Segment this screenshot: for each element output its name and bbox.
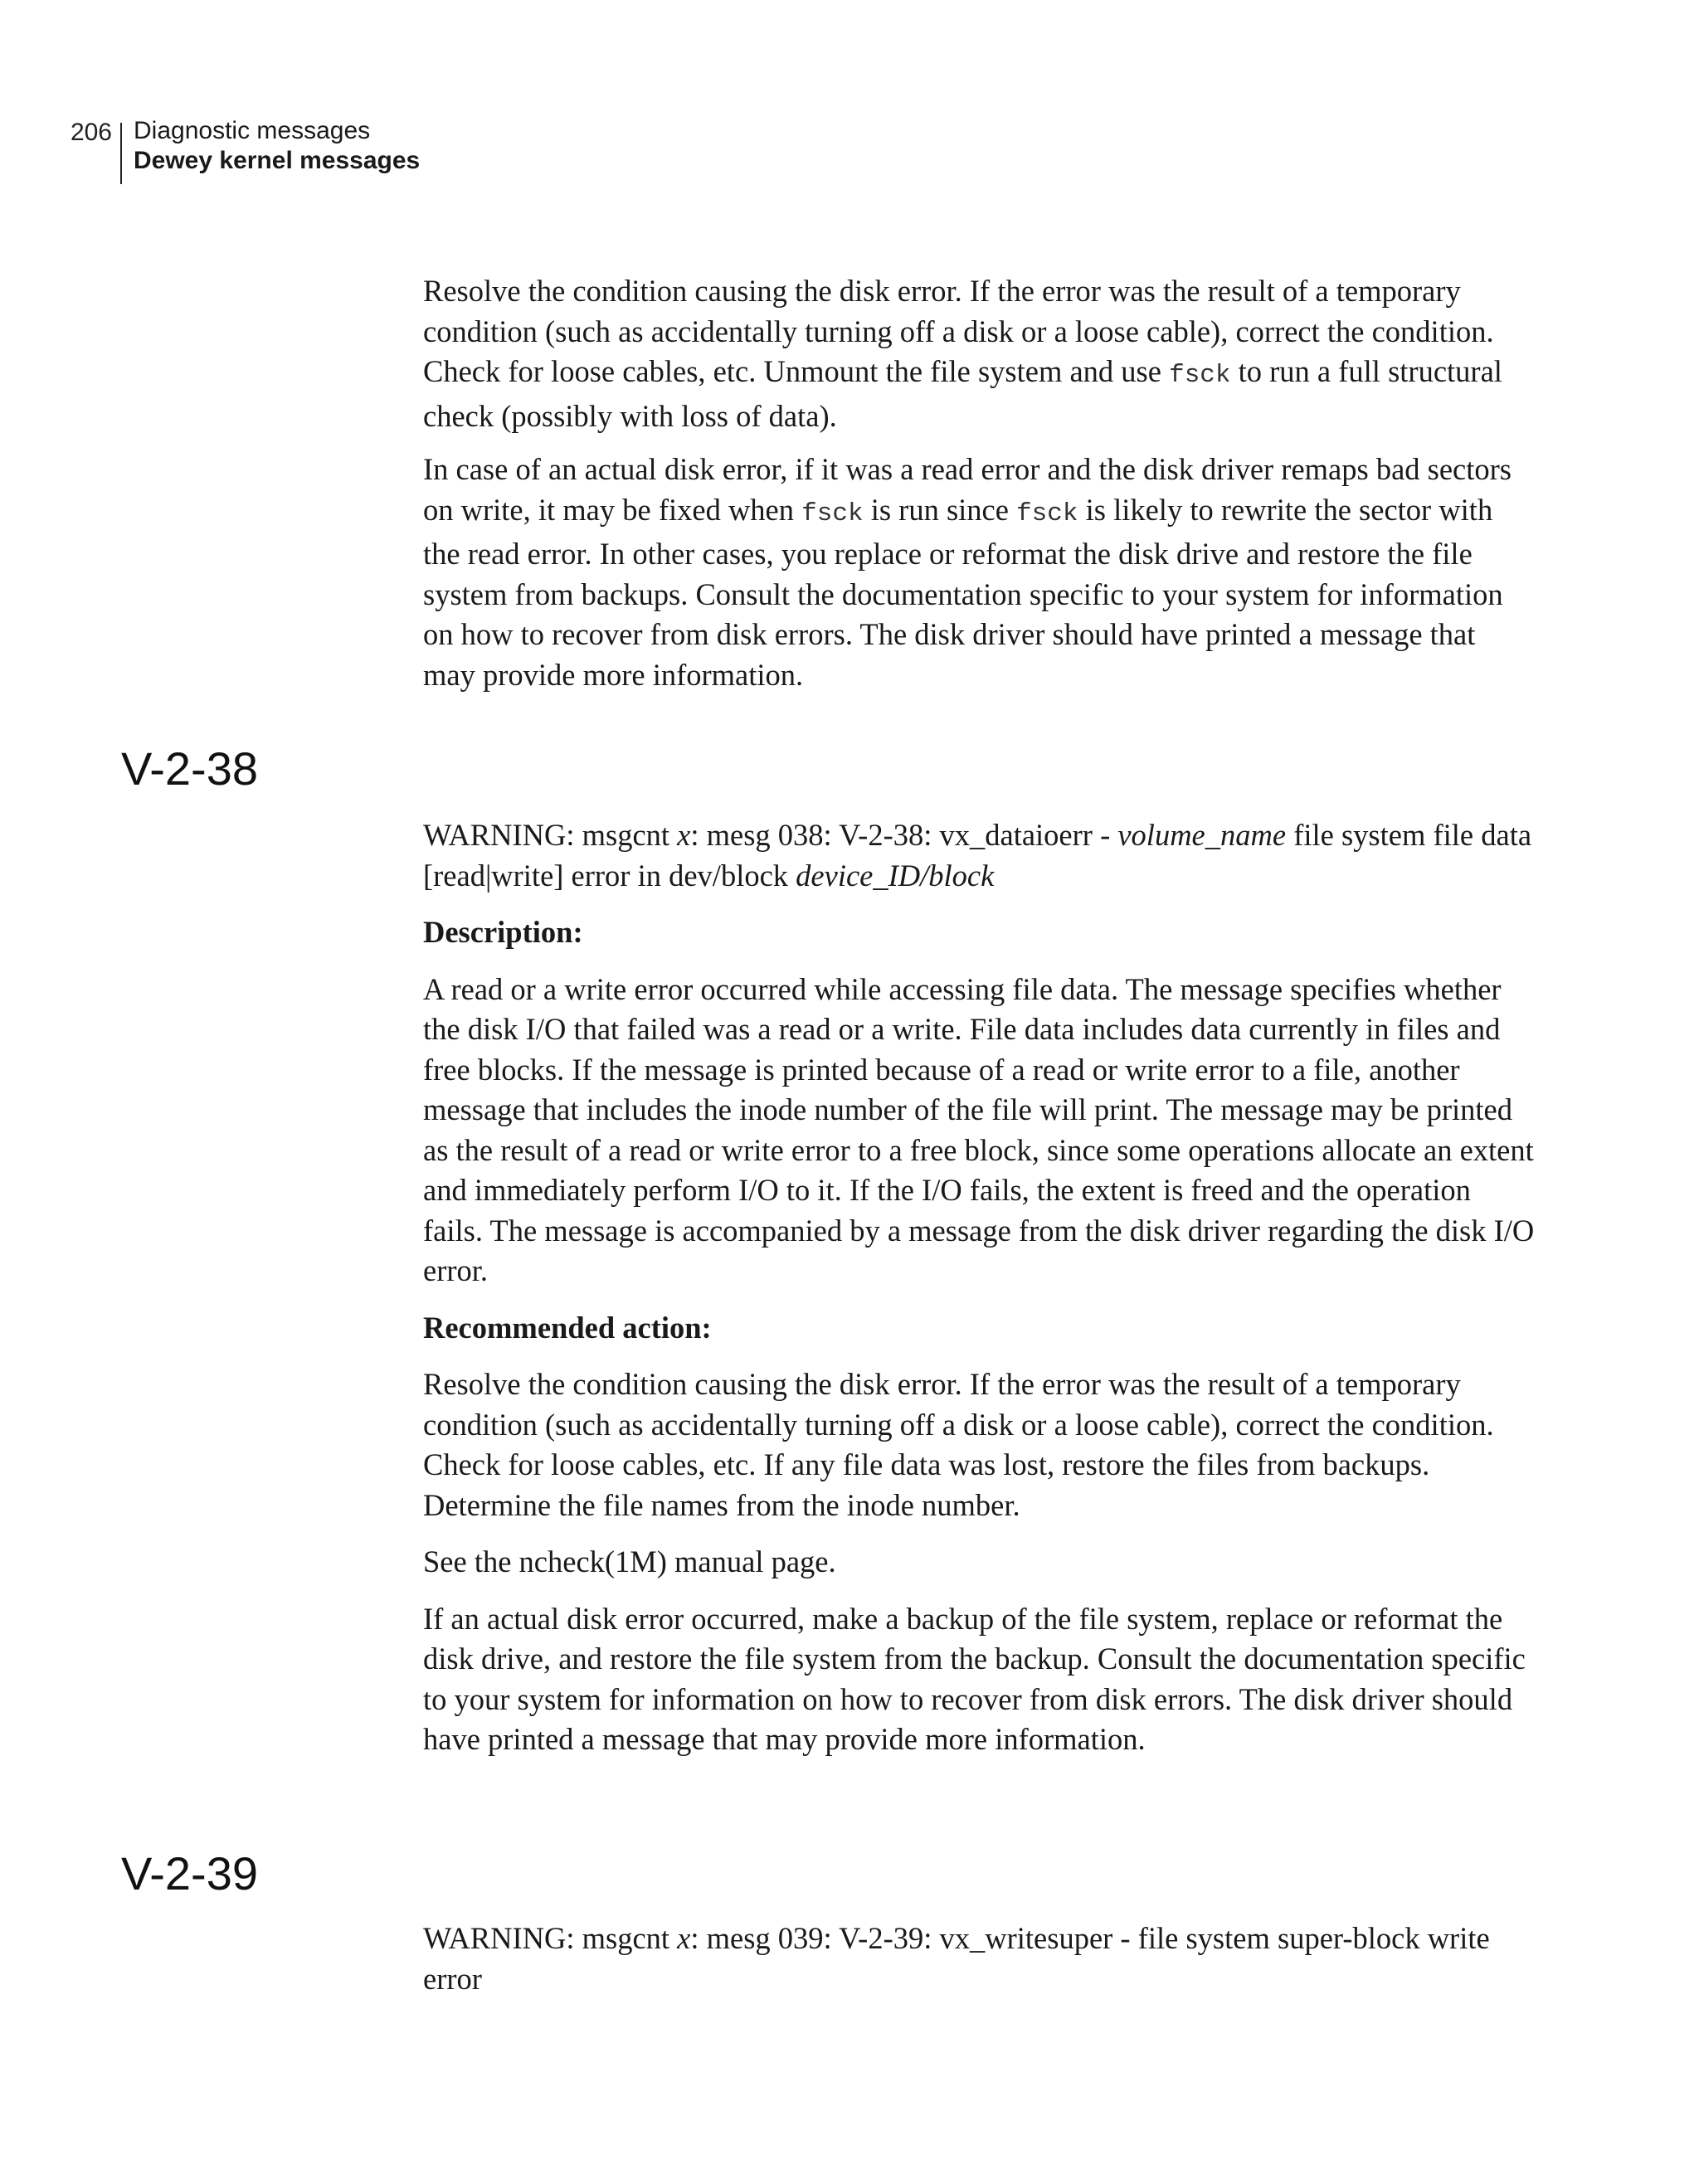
intro-p2-text: is run since (870, 492, 1009, 527)
header-section: Dewey kernel messages (134, 147, 421, 174)
variable-x: x (677, 818, 691, 852)
variable-device-id: device_ID/block (796, 858, 995, 893)
intro-p1-text-end: to run a full structural check (possibly with loss of data). (423, 354, 1502, 433)
warning-text: file system file data [read|write] error in dev/block (423, 818, 1532, 893)
header-chapter: Diagnostic messages (134, 117, 371, 144)
intro-block (423, 271, 1535, 695)
v-2-38-block (423, 815, 1535, 1760)
description-text: A read or a write error occurred while accessing file data. The message specifies whether the disk I/O that failed was a read or a write. File data includes data currently in files and free blocks. If the message is printed because of a read or write error to a file, another message that includes the inode number of the file will print. The message may be printed as the result of a read or write error to a free block, since some operations allocate an extent and immediately perform I/O to it. If the I/O fails, the extent is freed and the operation fails. The message is accompanied by a message from the disk driver regarding the disk I/O error. (423, 971, 1535, 1287)
v-2-39-block (423, 1919, 1535, 1999)
recommended-action-label: Recommended action: (423, 1310, 712, 1345)
section-heading-v-2-39: V-2-39 (121, 1847, 258, 1899)
section-heading-v-2-38: V-2-38 (121, 742, 258, 795)
warning-text: : mesg 038: V-2-38: vx_dataioerr - (690, 818, 1111, 852)
action-paragraph-1: Resolve the condition causing the disk error. If the error was the result of a temporary condition (such as accidentally turning off a disk or a loose cable), correct the condition. Check for loose cables, etc. If any file data was lost, restore the files from backups. Determine the file names from the inode number. (423, 1367, 1494, 1522)
intro-p1-text: Resolve the condition causing the disk error. If the error was the result of a temporary condition (such as accidentally turning off a disk or a loose cable), correct the condition. Check for loose cables, etc. Unmount the file system and use (423, 274, 1494, 388)
intro-paragraph-1 (423, 271, 1535, 436)
header-divider (120, 123, 122, 184)
intro-p2-text: In case of an actual disk error, if it was a read error and the disk driver remaps bad sectors on write, it may be fixed when (423, 452, 1512, 527)
page-number: 206 (70, 119, 112, 146)
fsck-code: fsck (1169, 361, 1231, 390)
action-paragraph-2: See the ncheck(1M) manual page. (423, 1544, 836, 1578)
action-paragraph-3: If an actual disk error occurred, make a backup of the file system, replace or reformat the disk drive, and restore the file system from the backup. Consult the documentation specific to your system for information on how to recover from disk errors. The disk driver should have printed a message that may provide more information. (423, 1601, 1526, 1756)
intro-p2-text: is likely to rewrite the sector with the read error. In other cases, you replace or reformat the disk drive and restore the file system from backups. Consult the documentation specific to your system for information on how to recover from disk errors. The disk driver should have printed a message that may provide more information. (423, 492, 1503, 692)
warning-message (423, 815, 1535, 896)
warning-message (423, 1919, 1535, 1999)
variable-x: x (677, 1921, 691, 1955)
header-titles (134, 116, 420, 176)
variable-volume-name: volume_name (1117, 818, 1287, 852)
description-label: Description: (423, 915, 583, 949)
fsck-code: fsck (1016, 499, 1078, 528)
fsck-code: fsck (801, 499, 864, 528)
warning-text: WARNING: msgcnt (423, 818, 670, 852)
warning-text: : mesg 039: V-2-39: vx_writesuper - file system super-block write error (423, 1921, 1490, 1996)
warning-text: WARNING: msgcnt (423, 1921, 670, 1955)
intro-paragraph-2 (423, 450, 1535, 695)
